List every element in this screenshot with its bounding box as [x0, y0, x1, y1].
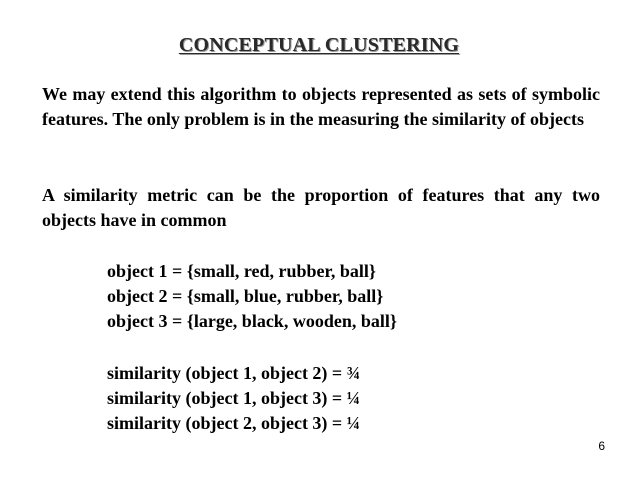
- similarity-result-1-2: similarity (object 1, object 2) = ¾: [107, 363, 361, 383]
- paragraph-extend-algorithm: We may extend this algorithm to objects represented as sets of symbolic features. The only problem is in the measuring the similarity of objects: [42, 84, 600, 129]
- similarity-result-2-3: similarity (object 2, object 3) = ¼: [107, 413, 361, 433]
- paragraph-similarity-metric: A similarity metric can be the proportion of features that any two objects have in common: [42, 185, 600, 230]
- object-definition-1: object 1 = {small, red, rubber, ball}: [107, 261, 376, 281]
- slide-title: CONCEPTUAL CLUSTERING: [178, 34, 460, 56]
- object-definition-2: object 2 = {small, blue, rubber, ball}: [107, 286, 384, 306]
- page-number: 6: [598, 439, 605, 453]
- object-definition-3: object 3 = {large, black, wooden, ball}: [107, 311, 397, 331]
- object-definitions: [107, 259, 587, 334]
- similarity-results: [107, 361, 587, 436]
- similarity-result-1-3: similarity (object 1, object 3) = ¼: [107, 388, 361, 408]
